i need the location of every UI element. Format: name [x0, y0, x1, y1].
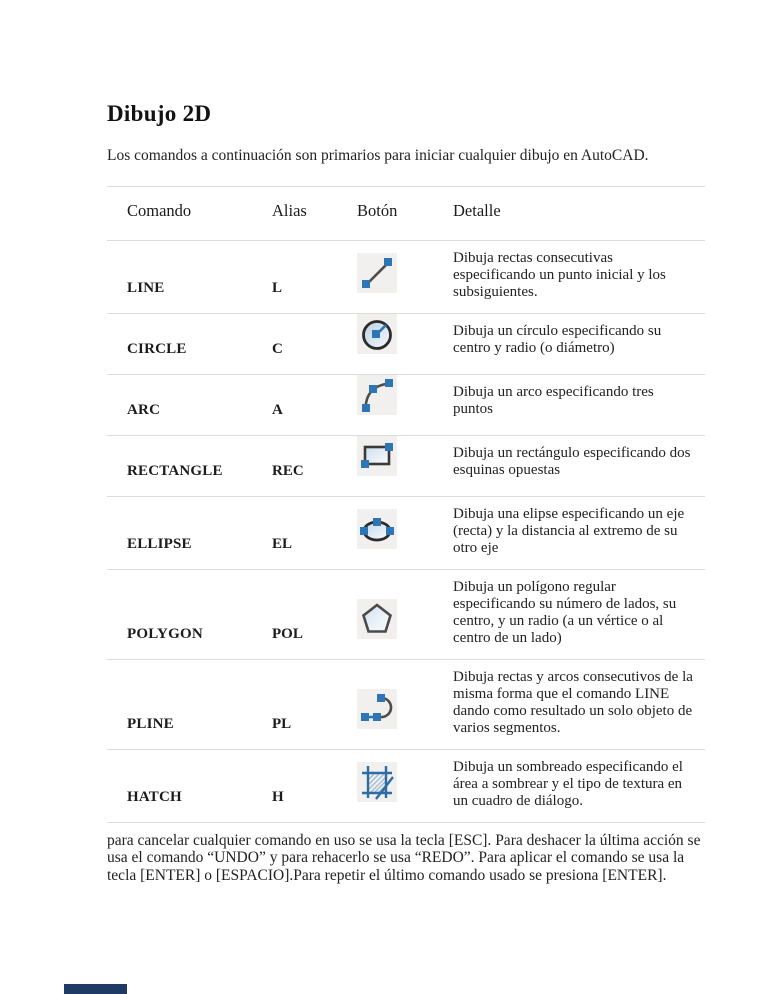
ellipse-tool-icon	[357, 509, 397, 549]
table-row	[107, 659, 705, 749]
circle-tool-icon	[357, 314, 397, 354]
command-alias: REC	[272, 462, 304, 479]
footer-paragraph: para cancelar cualquier comando en uso se usa la tecla [ESC]. Para deshacer la última acción se usa el comando “UNDO” y para rehacerlo se usa “REDO”. Para aplicar el comando se usa la tecla [ENTER] o [ESPACIO].Para repetir el último comando usado se presiona [ENTER].	[107, 831, 701, 884]
command-alias: L	[272, 279, 283, 296]
command-detail: Dibuja una elipse especificando un eje (recta) y la distancia al extremo de su otro eje	[453, 505, 685, 556]
command-detail: Dibuja rectas y arcos consecutivos de la misma forma que el comando LINE dando como resultado un solo objeto de varios segmentos.	[453, 668, 693, 736]
command-alias: C	[272, 340, 283, 357]
pline-tool-icon	[357, 689, 397, 729]
table-header-row	[107, 186, 705, 240]
command-alias: H	[272, 788, 284, 805]
command-name: ARC	[127, 401, 161, 418]
table-row	[107, 435, 705, 496]
command-detail: Dibuja un arco especificando tres puntos	[453, 383, 654, 417]
command-name: POLYGON	[127, 625, 203, 642]
table-row	[107, 569, 705, 659]
command-name: LINE	[127, 279, 165, 296]
page-title: Dibujo 2D	[107, 101, 212, 126]
command-alias: A	[272, 401, 283, 418]
command-alias: PL	[272, 715, 292, 732]
table-row	[107, 374, 705, 435]
command-detail: Dibuja un círculo especificando su centro y radio (o diámetro)	[453, 322, 662, 356]
document-page	[107, 0, 705, 884]
command-name: RECTANGLE	[127, 462, 223, 479]
line-tool-icon	[357, 253, 397, 293]
commands-table	[107, 186, 705, 823]
column-header-boton: Botón	[357, 200, 398, 220]
command-name: CIRCLE	[127, 340, 187, 357]
command-alias: POL	[272, 625, 303, 642]
intro-paragraph: Los comandos a continuación son primarios para iniciar cualquier dibujo en AutoCAD.	[107, 147, 649, 164]
command-detail: Dibuja un sombreado especificando el área a sombrear y el tipo de textura en un cuadro de diálogo.	[453, 758, 683, 809]
bottom-navy-bar	[64, 984, 127, 994]
arc-tool-icon	[357, 375, 397, 415]
column-header-comando: Comando	[127, 200, 192, 220]
command-alias: EL	[272, 535, 293, 552]
column-header-alias: Alias	[272, 200, 307, 220]
hatch-tool-icon	[357, 762, 397, 802]
polygon-tool-icon	[357, 599, 397, 639]
command-name: HATCH	[127, 788, 182, 805]
table-row	[107, 496, 705, 569]
table-row	[107, 240, 705, 313]
rectangle-tool-icon	[357, 436, 397, 476]
command-detail: Dibuja un polígono regular especificando su número de lados, su centro, y un radio (a un vértice o al centro de un lado)	[453, 578, 677, 646]
table-row	[107, 749, 705, 822]
column-header-detalle: Detalle	[453, 200, 501, 220]
table-row	[107, 313, 705, 374]
command-name: ELLIPSE	[127, 535, 192, 552]
command-detail: Dibuja rectas consecutivas especificando un punto inicial y los subsiguientes.	[453, 249, 666, 300]
command-detail: Dibuja un rectángulo especificando dos esquinas opuestas	[453, 444, 691, 478]
command-name: PLINE	[127, 715, 174, 732]
